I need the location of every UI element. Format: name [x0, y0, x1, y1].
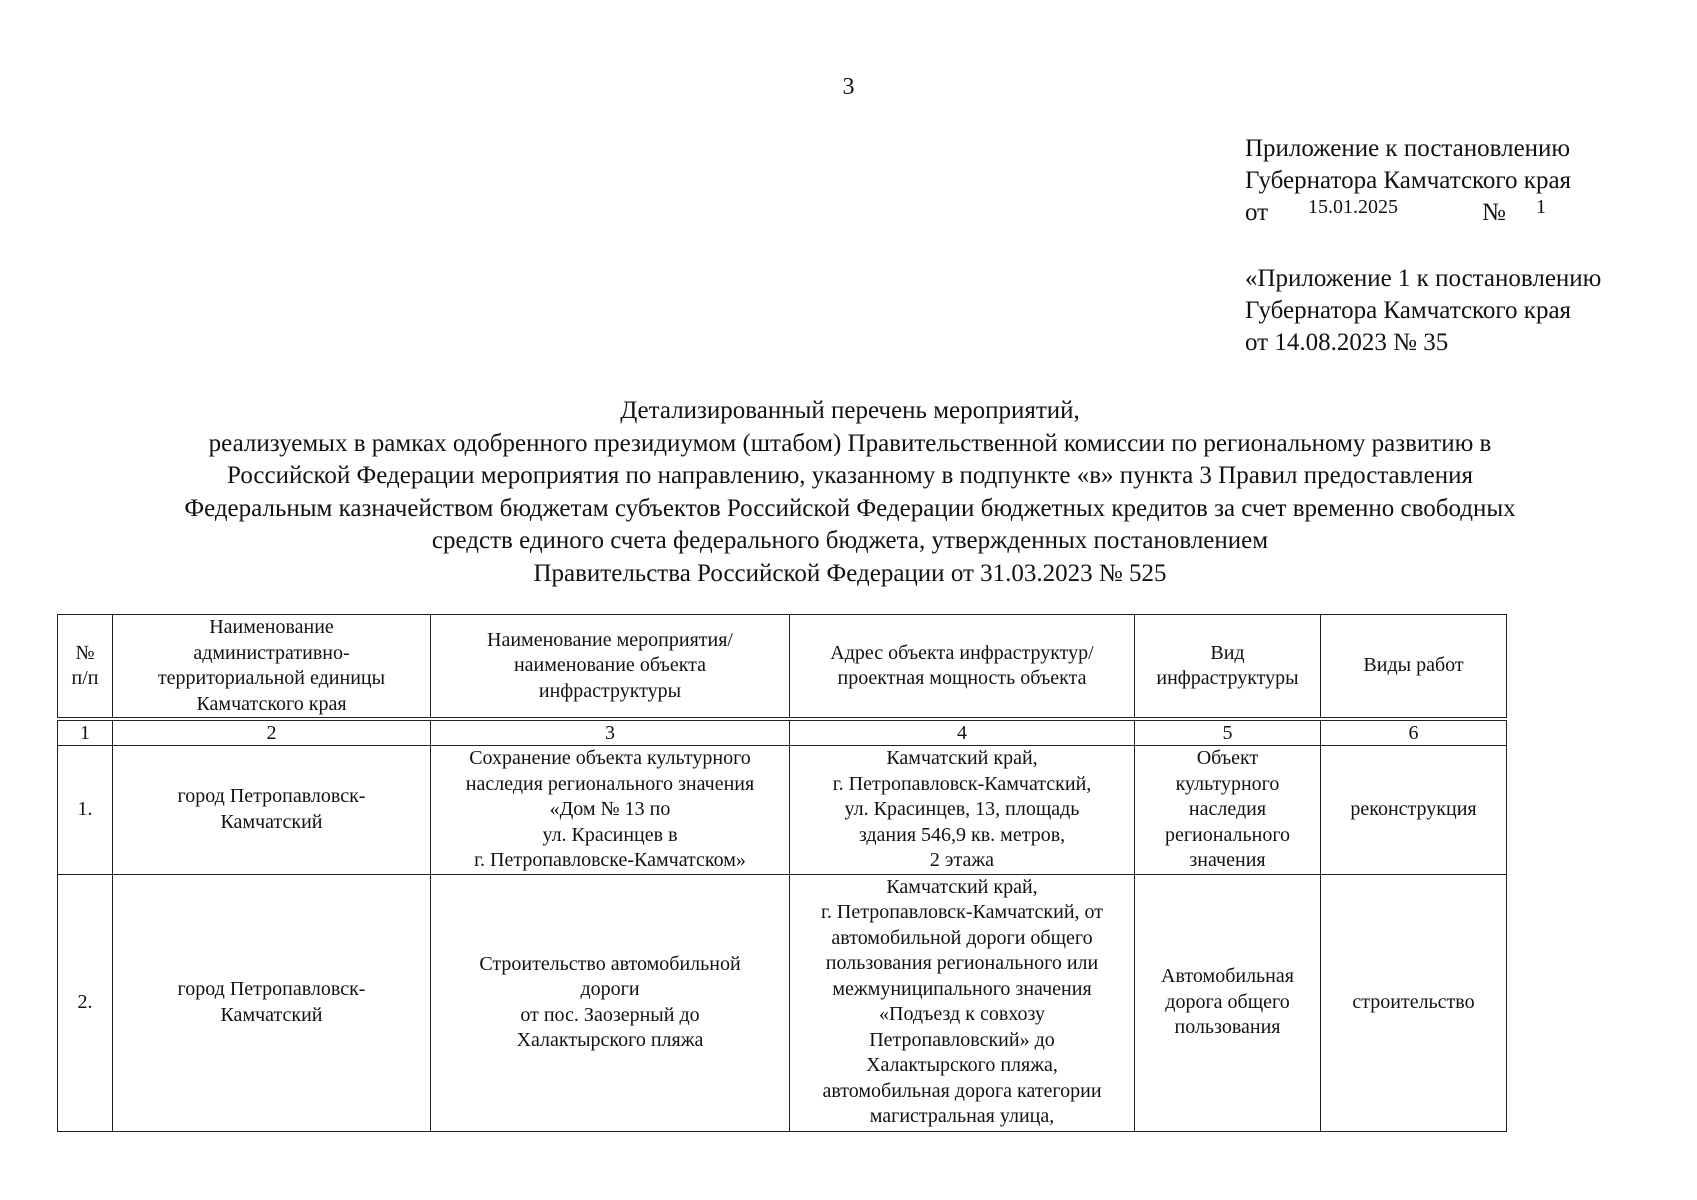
- column-number: 3: [431, 719, 790, 746]
- title-line: реализуемых в рамках одобренного президиумом (штабом) Правительственной комиссии по региональному развитию в: [208, 429, 1492, 457]
- table-row: [58, 874, 1507, 1131]
- row-works: строительство: [1321, 874, 1507, 1131]
- column-number: 4: [790, 719, 1135, 746]
- row-works: реконструкция: [1321, 746, 1507, 875]
- row-number: 2.: [58, 874, 113, 1131]
- row-unit: город Петропавловск- Камчатский: [113, 874, 431, 1131]
- column-numbers-row: [58, 719, 1507, 746]
- appendix-previous-line3: от 14.08.2023 № 35: [1245, 329, 1449, 356]
- appendix-date: 15.01.2025: [1308, 196, 1398, 218]
- document-title: [60, 395, 1640, 590]
- column-number: 5: [1135, 719, 1321, 746]
- appendix-previous: [1245, 263, 1601, 359]
- appendix-current-line2: Губернатора Камчатского края: [1245, 167, 1572, 194]
- header-cell-number: № п/п: [58, 615, 113, 720]
- title-line: средств единого счета федерального бюджета, утвержденных постановлением: [431, 527, 1269, 554]
- title-line: Российской Федерации мероприятия по направлению, указанному в подпункте «в» пункта 3 Правил предоставления: [227, 462, 1473, 489]
- row-address: Камчатский край, г. Петропавловск-Камчатский, от автомобильной дороги общего пользования регионального или межмуниципального значения «Подъезд к совхозу Петропавловский» до Халактырского пляжа, автомобильная дорога категории магистральная улица,: [790, 874, 1135, 1131]
- title-line: Детализированный перечень мероприятий,: [620, 397, 1080, 424]
- row-address: Камчатский край, г. Петропавловск-Камчатский, ул. Красинцев, 13, площадь здания 546,9 кв. метров, 2 этажа: [790, 746, 1135, 875]
- header-cell-unit: Наименование административно- территориальной единицы Камчатского края: [113, 615, 431, 720]
- title-line: Правительства Российской Федерации от 31.03.2023 № 525: [533, 559, 1167, 587]
- row-number: 1.: [58, 746, 113, 875]
- title-line: Федеральным казначейством бюджетам субъектов Российской Федерации бюджетных кредитов за счет временно свободных: [184, 494, 1516, 522]
- header-cell-works: Виды работ: [1321, 615, 1507, 720]
- header-cell-event: Наименование мероприятия/ наименование объекта инфраструктуры: [431, 615, 790, 720]
- row-infra-type: Автомобильная дорога общего пользования: [1135, 874, 1321, 1131]
- appendix-previous-line1: «Приложение 1 к постановлению: [1245, 265, 1602, 292]
- appendix-current-date-row: [1245, 197, 1571, 229]
- row-event: Строительство автомобильной дороги от пос. Заозерный до Халактырского пляжа: [431, 874, 790, 1131]
- table-row: [58, 746, 1507, 875]
- row-event: Сохранение объекта культурного наследия регионального значения «Дом № 13 по ул. Красинцев в г. Петропавловске-Камчатском»: [431, 746, 790, 875]
- row-unit: город Петропавловск- Камчатский: [113, 746, 431, 875]
- events-table: [57, 614, 1507, 1132]
- column-number: 2: [113, 719, 431, 746]
- ot-label: от: [1245, 199, 1269, 226]
- appendix-current-line1: Приложение к постановлению: [1245, 135, 1571, 162]
- header-cell-address: Адрес объекта инфраструктур/ проектная мощность объекта: [790, 615, 1135, 720]
- row-infra-type: Объект культурного наследия регионального значения: [1135, 746, 1321, 875]
- appendix-previous-line2: Губернатора Камчатского края: [1245, 297, 1572, 324]
- number-sign: №: [1482, 199, 1506, 226]
- header-cell-infra-type: Вид инфраструктуры: [1135, 615, 1321, 720]
- page-number: 3: [842, 74, 855, 100]
- appendix-current: [1245, 133, 1571, 229]
- table-header-row: [58, 615, 1507, 720]
- column-number: 1: [58, 719, 113, 746]
- column-number: 6: [1321, 719, 1507, 746]
- appendix-number: 1: [1536, 196, 1546, 218]
